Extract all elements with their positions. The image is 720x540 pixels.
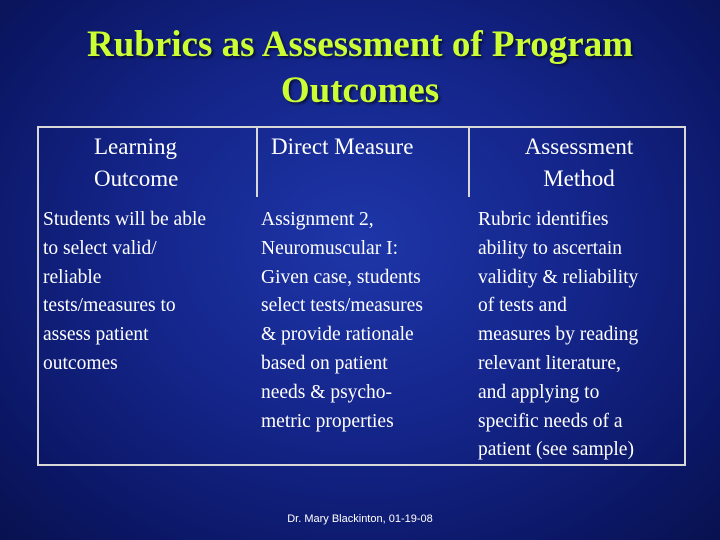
header-direct-measure: Direct Measure [271, 134, 414, 159]
header-assessment-method-line-2: Method [543, 166, 615, 191]
slide-title-line-2: Outcomes [280, 70, 440, 111]
outcomes-table [37, 126, 686, 466]
slide-title [20, 22, 700, 114]
column-divider [256, 128, 258, 197]
header-assessment-method-line-1: Assessment [524, 134, 634, 159]
header-learning-outcome [94, 131, 244, 195]
cell-direct-measure: Assignment 2, Neuromuscular I: Given case, students select tests/measures & provide rationale based on patient needs & psycho- metric properties [261, 209, 423, 432]
header-assessment-method [509, 131, 649, 195]
header-learning-outcome-line-1: Learning [94, 134, 178, 159]
slide-title-line-1: Rubrics as Assessment of Program [86, 24, 634, 65]
cell-learning-outcome: Students will be able to select valid/ reliable tests/measures to assess patient outcomes [43, 209, 207, 374]
cell-assessment-method: Rubric identifies ability to ascertain validity & reliability of tests and measures by reading relevant literature, and applying to specific needs of a patient (see sample) [478, 209, 639, 461]
slide-footer: Dr. Mary Blackinton, 01-19-08 [287, 513, 433, 525]
header-learning-outcome-line-2: Outcome [94, 166, 179, 191]
